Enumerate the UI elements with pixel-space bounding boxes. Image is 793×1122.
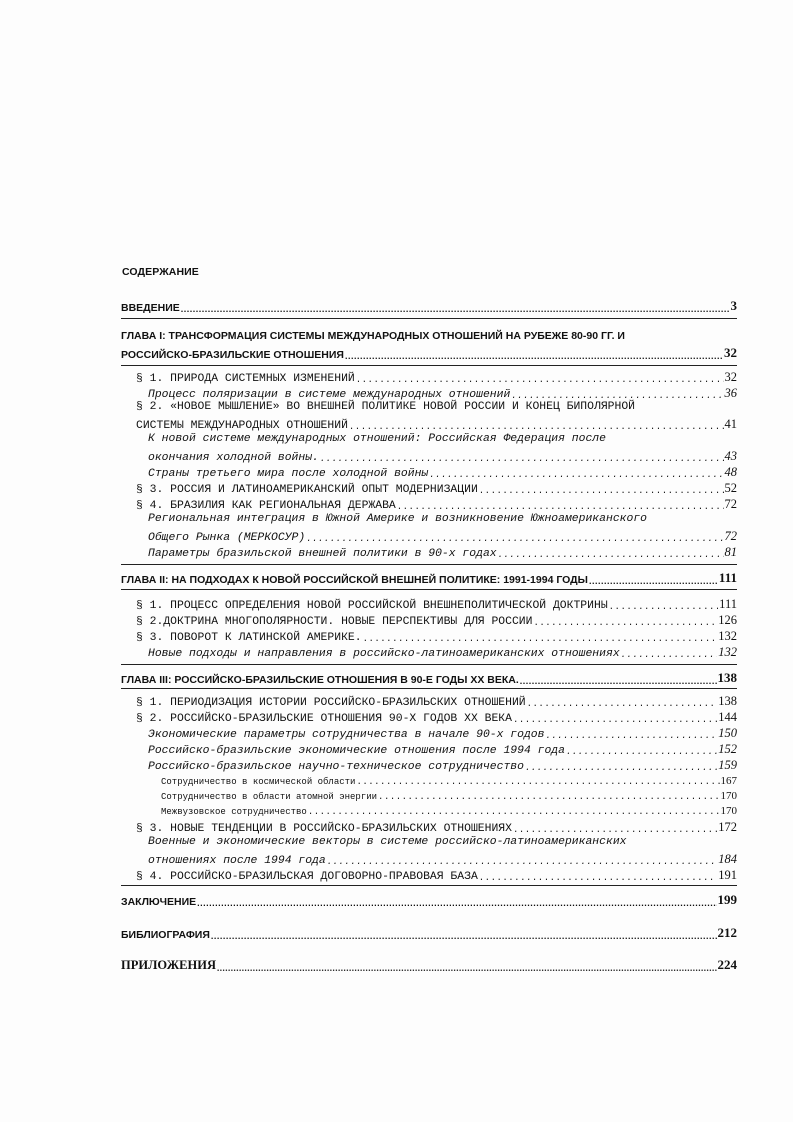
toc-entry-subsection[interactable] [148,545,737,560]
toc-entry-text: ЗАКЛЮЧЕНИЕ [121,896,197,908]
toc-entry-subsubsection[interactable] [161,790,737,802]
toc-entry-chapter-3[interactable] [121,670,737,686]
toc-entry-page: 170 [720,790,737,802]
separator-line [121,589,737,590]
dot-leader [429,469,723,480]
dot-leader [525,762,717,773]
toc-entry-text: отношениях после 1994 года [148,855,326,867]
dot-leader [397,501,724,512]
toc-entry-section[interactable] [136,370,737,385]
toc-entry-text: окончания холодной войны. [148,452,319,464]
dot-leader [527,698,718,709]
dot-leader [306,533,723,544]
toc-entry-section[interactable] [136,868,737,883]
dot-leader [217,961,717,974]
toc-entry-page: 52 [724,481,737,495]
separator-line [121,885,737,886]
toc-entry-text: Российско-бразильские экономические отношения после 1994 года [148,745,565,757]
toc-entry-subsection[interactable] [148,758,737,773]
dot-leader [211,931,717,942]
toc-entry-chapter-1[interactable] [121,345,737,361]
toc-entry-bibliography[interactable] [121,925,737,941]
separator-line [121,318,737,319]
dot-leader [356,374,724,385]
toc-entry-section-line1: § 2. «НОВОЕ МЫШЛЕНИЕ» ВО ВНЕШНЕЙ ПОЛИТИКЕ НОВОЙ РОССИИ И КОНЕЦ БИПОЛЯРНОЙ [136,401,635,413]
dot-leader [349,421,724,432]
toc-entry-text: ВВЕДЕНИЕ [121,302,180,314]
toc-entry-text: Параметры бразильской внешней политики в 90-х годах [148,548,497,560]
toc-entry-appendices[interactable] [121,957,737,973]
toc-entry-text: § 2. РОССИЙСКО-БРАЗИЛЬСКИЕ ОТНОШЕНИЯ 90-Х ГОДОВ XX ВЕКА [136,713,512,725]
toc-entry-page: 111 [718,570,737,585]
toc-entry-text: Межвузовское сотрудничество [161,807,307,817]
dot-leader [197,898,716,909]
separator-line [121,688,737,689]
toc-entry-page: 132 [718,645,737,659]
dot-leader [498,549,724,560]
toc-entry-page: 199 [717,892,737,907]
toc-entry-page: 43 [724,449,737,463]
toc-entry-page: 212 [717,925,737,940]
toc-entry-subsection[interactable] [148,449,737,464]
toc-entry-page: 41 [724,417,737,431]
toc-entry-subsection[interactable] [148,645,737,660]
dot-leader [363,633,718,644]
toc-entry-page: 48 [724,465,737,479]
toc-entry-text: ПРИЛОЖЕНИЯ [121,958,216,972]
toc-entry-text: § 4. РОССИЙСКО-БРАЗИЛЬСКАЯ ДОГОВОРНО-ПРАВОВАЯ БАЗА [136,871,478,883]
toc-entry-subsection[interactable] [148,529,737,544]
toc-entry-text: Сотрудничество в космической области [161,777,356,787]
toc-entry-subsubsection[interactable] [161,805,737,817]
separator-line [121,564,737,565]
toc-entry-text: § 1. ПРОЦЕСС ОПРЕДЕЛЕНИЯ НОВОЙ РОССИЙСКОЙ ВНЕШНЕПОЛИТИЧЕСКОЙ ДОКТРИНЫ [136,600,608,612]
toc-entry-page: 126 [718,613,737,627]
toc-entry-text: Процесс поляризации в системе международных отношений [148,389,511,401]
toc-entry-section[interactable] [136,597,737,612]
dot-leader [513,824,717,835]
dot-leader [378,793,719,802]
toc-entry-text: Новые подходы и направления в российско-латиноамериканских отношениях [148,648,620,660]
toc-entry-text: Сотрудничество в области атомной энергии [161,792,378,802]
toc-entry-text: § 1. ПЕРИОДИЗАЦИЯ ИСТОРИИ РОССИЙСКО-БРАЗИЛЬСКИХ ОТНОШЕНИЙ [136,697,526,709]
toc-entry-page: 111 [719,597,737,611]
toc-entry-page: 191 [718,868,737,882]
dot-leader [479,485,724,496]
toc-entry-subsection-line1: Военные и экономические векторы в системе российско-латиноамериканских [148,836,627,848]
toc-entry-text: БИБЛИОГРАФИЯ [121,929,210,941]
toc-entry-page: 36 [724,386,737,400]
dot-leader [545,730,717,741]
toc-entry-text: Общего Рынка (МЕРКОСУР) [148,532,306,544]
toc-entry-page: 159 [718,758,737,772]
dot-leader [320,453,724,464]
toc-entry-page: 81 [724,545,737,559]
dot-leader [479,872,717,883]
toc-entry-page: 224 [717,957,737,972]
toc-title: СОДЕРЖАНИЕ [122,266,199,278]
toc-entry-section[interactable] [136,497,737,512]
toc-entry-text: Страны третьего мира после холодной войны [148,468,429,480]
toc-entry-subsection[interactable] [148,465,737,480]
toc-entry-section[interactable] [136,710,737,725]
toc-entry-text: ГЛАВА II: НА ПОДХОДАХ К НОВОЙ РОССИЙСКОЙ ВНЕШНЕЙ ПОЛИТИКЕ: 1991-1994 ГОДЫ [121,574,588,586]
toc-entry-section[interactable] [136,629,737,644]
separator-line [121,664,737,665]
dot-leader [533,617,717,628]
dot-leader [511,390,723,401]
separator-line [121,365,737,366]
toc-entry-section[interactable] [136,820,737,835]
toc-entry-subsection[interactable] [148,726,737,741]
toc-entry-conclusion[interactable] [121,892,737,908]
toc-entry-page: 167 [720,775,737,787]
toc-entry-text: ГЛАВА III: РОССИЙСКО-БРАЗИЛЬСКИЕ ОТНОШЕНИЯ В 90-Е ГОДЫ XX ВЕКА. [121,674,519,686]
toc-entry-page: 3 [730,298,737,313]
toc-entry-text: РОССИЙСКО-БРАЗИЛЬСКИЕ ОТНОШЕНИЯ [121,349,344,361]
toc-entry-section[interactable] [136,417,737,432]
toc-entry-chapter-1-line1: ГЛАВА I: ТРАНСФОРМАЦИЯ СИСТЕМЫ МЕЖДУНАРОДНЫХ ОТНОШЕНИЙ НА РУБЕЖЕ 80-90 ГГ. И [121,330,625,342]
toc-entry-text: § 2.ДОКТРИНА МНОГОПОЛЯРНОСТИ. НОВЫЕ ПЕРСПЕКТИВЫ ДЛЯ РОССИИ [136,616,533,628]
dot-leader [181,304,730,315]
toc-entry-page: 152 [718,742,737,756]
dot-leader [566,746,717,757]
dot-leader [345,351,723,362]
toc-entry-text: § 1. ПРИРОДА СИСТЕМНЫХ ИЗМЕНЕНИЙ [136,373,355,385]
toc-entry-introduction[interactable] [121,298,737,314]
toc-entry-text: Российско-бразильское научно-техническое сотрудничество [148,761,524,773]
toc-entry-subsection-line1: Региональная интеграция в Южной Америке и возникновение Южноамериканского [148,513,647,525]
toc-entry-subsection[interactable] [148,852,737,867]
toc-entry-page: 172 [718,820,737,834]
toc-entry-subsubsection[interactable] [161,775,737,787]
toc-entry-page: 32 [724,345,737,360]
toc-entry-page: 72 [724,529,737,543]
dot-leader [609,601,719,612]
toc-entry-section[interactable] [136,694,737,709]
dot-leader [520,676,717,687]
dot-leader [308,808,720,817]
dot-leader [327,856,718,867]
toc-entry-page: 132 [718,629,737,643]
dot-leader [589,576,718,587]
toc-entry-section[interactable] [136,481,737,496]
toc-entry-page: 138 [717,670,737,685]
toc-entry-subsection[interactable] [148,386,737,401]
toc-entry-page: 150 [718,726,737,740]
toc-entry-page: 184 [718,852,737,866]
toc-entry-text: Экономические параметры сотрудничества в начале 90-х годов [148,729,545,741]
toc-entry-subsection[interactable] [148,742,737,757]
toc-entry-page: 32 [724,370,737,384]
dot-leader [356,778,719,787]
toc-entry-page: 138 [718,694,737,708]
toc-entry-section[interactable] [136,613,737,628]
toc-entry-text: СИСТЕМЫ МЕЖДУНАРОДНЫХ ОТНОШЕНИЙ [136,420,348,432]
toc-entry-chapter-2[interactable] [121,570,737,586]
toc-entry-text: § 4. БРАЗИЛИЯ КАК РЕГИОНАЛЬНАЯ ДЕРЖАВА [136,500,396,512]
dot-leader [621,649,718,660]
toc-entry-page: 144 [718,710,737,724]
toc-entry-text: § 3. НОВЫЕ ТЕНДЕНЦИИ В РОССИЙСКО-БРАЗИЛЬСКИХ ОТНОШЕНИЯХ [136,823,512,835]
toc-entry-text: § 3. ПОВОРОТ К ЛАТИНСКОЙ АМЕРИКЕ. [136,632,362,644]
toc-entry-page: 72 [724,497,737,511]
dot-leader [513,714,717,725]
toc-entry-text: § 3. РОССИЯ И ЛАТИНОАМЕРИКАНСКИЙ ОПЫТ МОДЕРНИЗАЦИИ [136,484,478,496]
toc-entry-subsection-line1: К новой системе международных отношений: Российская Федерация после [148,433,606,445]
toc-entry-page: 170 [720,805,737,817]
